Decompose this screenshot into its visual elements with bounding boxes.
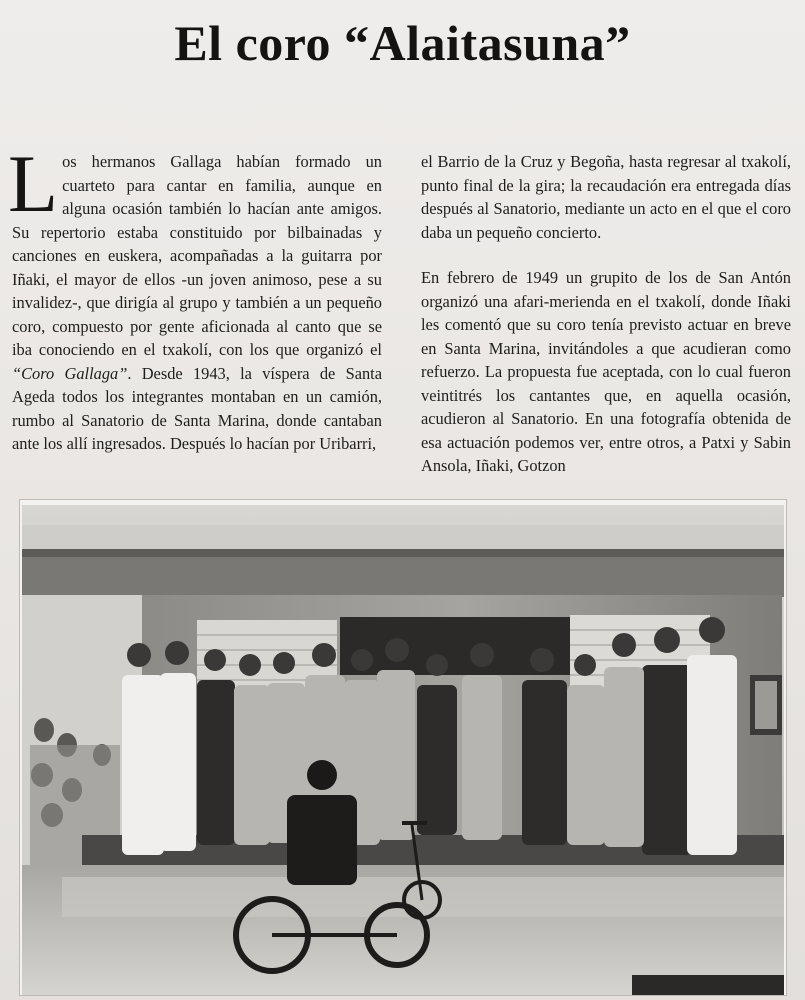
left-paragraph	[8, 138, 382, 456]
right-paragraph-1: el Barrio de la Cruz y Begoña, hasta regresar al txakolí, punto final de la gira; la recaudación era entregada días después al Sanatorio, mediante un acto en el que el coro daba un pequeño concierto.	[421, 152, 791, 242]
right-paragraph-2: En febrero de 1949 un grupito de los de San Antón organizó una afari-merienda en el txakolí, donde Iñaki les comentó que su coro tenía previsto actuar en breve en Santa Marina, invitándoles a que acudieran como refuerzo. La propuesta fue aceptada, con lo cual fueron veintitrés los cantantes que, en aquella ocasión, acudieron al Sanatorio. En una fotografía obtenida de esa actuación podemos ver, entre otros, a Patxi y Sabin Ansola, Iñaki, Gotzon	[421, 268, 791, 475]
left-column	[8, 138, 382, 456]
left-text-end: . Desde 1943, la víspera de Santa Ageda todos los integrantes montaban en un camión, rumbo al Sanatorio de Santa Marina, donde cantaban ante los allí ingresados. Después lo hacían por Uribarri,	[12, 363, 382, 453]
drop-cap: L	[8, 138, 59, 229]
right-column	[421, 150, 791, 478]
choir-photo	[22, 505, 784, 995]
choir-name-italic: “Coro Gallaga”	[12, 363, 128, 383]
article-title: El coro “Alaitasuna”	[174, 15, 631, 71]
left-text-start: os hermanos Gallaga habían formado un cuarteto para cantar en familia, aunque en alguna ocasión también lo hacían ante amigos. Su repertorio estaba constituido por bilbainadas y canciones en euskera, acompañadas a la guitarra por Iñaki, el mayor de ellos -un joven animoso, pese a su invalidez-, que dirigía al grupo y también a un pequeño coro, compuesto por gente aficionada al canto que se iba conociendo en el txakolí, con los que organizó el	[12, 152, 382, 359]
choir-photo-icon	[22, 505, 784, 995]
